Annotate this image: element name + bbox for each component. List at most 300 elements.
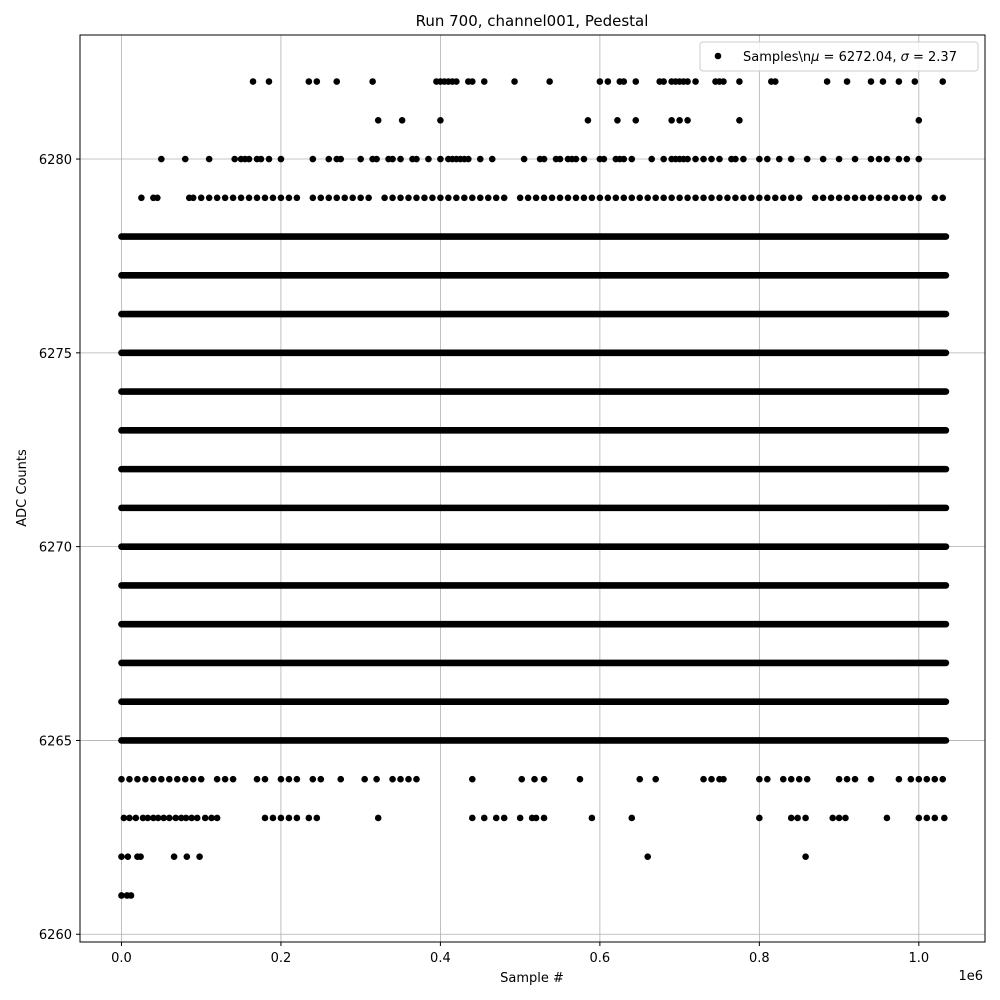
sample-point bbox=[310, 194, 317, 201]
sample-point bbox=[597, 194, 604, 201]
sample-point bbox=[511, 78, 518, 85]
sample-point bbox=[804, 776, 811, 783]
sample-point bbox=[931, 815, 938, 822]
sample-point bbox=[118, 776, 125, 783]
sample-point bbox=[708, 194, 715, 201]
sample-point bbox=[788, 194, 795, 201]
sample-point bbox=[660, 156, 667, 163]
sample-point bbox=[126, 815, 133, 822]
sample-point bbox=[644, 194, 651, 201]
sample-point bbox=[231, 156, 238, 163]
sample-point bbox=[445, 194, 452, 201]
sample-point bbox=[896, 78, 903, 85]
sample-point bbox=[521, 156, 528, 163]
sample-point bbox=[632, 78, 639, 85]
sample-point bbox=[357, 194, 364, 201]
sample-point bbox=[278, 815, 285, 822]
sample-point bbox=[481, 815, 488, 822]
sample-point bbox=[644, 853, 651, 860]
sample-point bbox=[860, 194, 867, 201]
sample-point bbox=[246, 156, 253, 163]
sample-point bbox=[931, 776, 938, 783]
sample-point bbox=[868, 194, 875, 201]
sample-point bbox=[413, 156, 420, 163]
sample-point bbox=[684, 117, 691, 124]
sample-point bbox=[397, 194, 404, 201]
sample-point bbox=[772, 194, 779, 201]
sample-point bbox=[230, 776, 237, 783]
sample-point bbox=[214, 776, 221, 783]
sample-point bbox=[620, 78, 627, 85]
sample-point bbox=[214, 815, 221, 822]
x-tick-label: 0.6 bbox=[589, 951, 611, 966]
sample-point bbox=[389, 156, 396, 163]
sample-point bbox=[724, 194, 731, 201]
sample-point bbox=[541, 194, 548, 201]
sample-point bbox=[585, 117, 592, 124]
sample-point bbox=[780, 194, 787, 201]
sample-point bbox=[614, 117, 621, 124]
sample-point bbox=[941, 815, 948, 822]
sample-point bbox=[477, 194, 484, 201]
sample-point bbox=[541, 815, 548, 822]
sample-point bbox=[939, 78, 946, 85]
sample-point bbox=[222, 194, 229, 201]
sample-point bbox=[150, 776, 157, 783]
sample-point bbox=[660, 78, 667, 85]
sample-point bbox=[756, 194, 763, 201]
sample-point bbox=[692, 156, 699, 163]
sample-point bbox=[668, 194, 675, 201]
sample-point bbox=[397, 776, 404, 783]
sample-point bbox=[325, 194, 332, 201]
sample-point bbox=[437, 117, 444, 124]
sample-point bbox=[337, 156, 344, 163]
sample-point bbox=[836, 194, 843, 201]
sample-point bbox=[310, 776, 317, 783]
sample-point bbox=[525, 194, 532, 201]
sample-point bbox=[399, 117, 406, 124]
sample-point bbox=[923, 776, 930, 783]
sample-point bbox=[756, 815, 763, 822]
sample-point bbox=[912, 78, 919, 85]
sample-point bbox=[138, 194, 145, 201]
sample-point bbox=[254, 194, 261, 201]
sample-point bbox=[489, 156, 496, 163]
sample-point bbox=[166, 776, 173, 783]
sample-point bbox=[501, 815, 508, 822]
sample-point bbox=[900, 194, 907, 201]
sample-point bbox=[541, 156, 548, 163]
sample-point bbox=[254, 776, 261, 783]
sample-point bbox=[294, 194, 301, 201]
sample-point bbox=[405, 776, 412, 783]
sample-point bbox=[306, 815, 313, 822]
sample-point bbox=[278, 776, 285, 783]
sample-point bbox=[852, 776, 859, 783]
sample-point bbox=[278, 156, 285, 163]
sample-point bbox=[628, 815, 635, 822]
sample-point bbox=[142, 776, 149, 783]
sample-point bbox=[182, 156, 189, 163]
sample-point bbox=[469, 78, 476, 85]
legend-mu-symbol: μ bbox=[811, 50, 820, 65]
sample-point bbox=[333, 78, 340, 85]
sample-point bbox=[908, 776, 915, 783]
sample-point bbox=[802, 815, 809, 822]
y-tick-label: 6280 bbox=[38, 153, 72, 169]
x-tick-label: 0.2 bbox=[270, 951, 292, 966]
sample-point bbox=[652, 776, 659, 783]
sample-point bbox=[128, 892, 135, 899]
sample-point bbox=[605, 194, 612, 201]
sample-point bbox=[577, 776, 584, 783]
sample-point bbox=[692, 78, 699, 85]
sample-point bbox=[904, 156, 911, 163]
sample-point bbox=[375, 117, 382, 124]
sample-point bbox=[286, 815, 293, 822]
sample-point bbox=[676, 117, 683, 124]
x-tick-label: 0.0 bbox=[111, 951, 132, 966]
sample-point bbox=[844, 776, 851, 783]
sample-point bbox=[453, 78, 460, 85]
sample-point bbox=[134, 776, 141, 783]
sample-point bbox=[166, 815, 173, 822]
sample-point bbox=[154, 194, 161, 201]
sample-point bbox=[365, 194, 372, 201]
sample-point bbox=[796, 776, 803, 783]
sample-point bbox=[868, 78, 875, 85]
sample-point bbox=[437, 156, 444, 163]
sample-point bbox=[425, 156, 432, 163]
sample-point bbox=[844, 78, 851, 85]
legend-label-prefix: Samples\n bbox=[743, 50, 812, 65]
sample-point bbox=[202, 815, 209, 822]
y-tick-label: 6265 bbox=[38, 734, 72, 750]
sample-point bbox=[684, 78, 691, 85]
sample-point bbox=[286, 194, 293, 201]
sample-point bbox=[939, 194, 946, 201]
sample-point bbox=[314, 815, 321, 822]
sample-point bbox=[310, 156, 317, 163]
sample-point bbox=[812, 194, 819, 201]
sample-point bbox=[206, 156, 213, 163]
sample-point bbox=[720, 776, 727, 783]
sample-point bbox=[788, 815, 795, 822]
sample-point bbox=[541, 776, 548, 783]
sample-point bbox=[214, 194, 221, 201]
y-axis-label: ADC Counts bbox=[15, 449, 30, 527]
sample-point bbox=[270, 815, 277, 822]
sample-point bbox=[844, 194, 851, 201]
sample-point bbox=[589, 194, 596, 201]
legend-mu-value: = 6272.04, bbox=[819, 50, 901, 65]
sample-point bbox=[325, 156, 332, 163]
sample-point bbox=[137, 853, 144, 860]
sample-point bbox=[565, 194, 572, 201]
sample-point bbox=[493, 815, 500, 822]
sample-point bbox=[517, 194, 524, 201]
sample-point bbox=[174, 776, 181, 783]
sample-point bbox=[836, 776, 843, 783]
sample-point bbox=[764, 156, 771, 163]
x-tick-label: 1.0 bbox=[908, 951, 930, 966]
sample-point bbox=[820, 156, 827, 163]
sample-point bbox=[405, 194, 412, 201]
sample-point bbox=[389, 194, 396, 201]
sample-point bbox=[868, 156, 875, 163]
sample-point bbox=[118, 853, 125, 860]
sample-point bbox=[748, 194, 755, 201]
y-tick-label: 6260 bbox=[38, 928, 72, 944]
sample-point bbox=[884, 815, 891, 822]
sample-point bbox=[892, 194, 899, 201]
sample-point bbox=[676, 194, 683, 201]
sample-point bbox=[700, 156, 707, 163]
sample-point bbox=[756, 156, 763, 163]
sample-point bbox=[250, 78, 257, 85]
sample-point bbox=[740, 194, 747, 201]
legend-marker bbox=[715, 53, 722, 60]
sample-point bbox=[573, 194, 580, 201]
sample-point bbox=[481, 78, 488, 85]
y-tick-label: 6270 bbox=[38, 540, 72, 556]
sample-point bbox=[908, 194, 915, 201]
sample-point bbox=[692, 194, 699, 201]
sample-point bbox=[573, 156, 580, 163]
sample-point bbox=[684, 194, 691, 201]
sample-point bbox=[557, 156, 564, 163]
sample-point bbox=[916, 815, 923, 822]
sample-point bbox=[597, 78, 604, 85]
legend-sigma-symbol: σ bbox=[900, 50, 909, 65]
sample-point bbox=[333, 194, 340, 201]
sample-point bbox=[802, 853, 809, 860]
sample-point bbox=[158, 156, 165, 163]
sample-point bbox=[373, 156, 380, 163]
sample-point bbox=[337, 776, 344, 783]
sample-point bbox=[546, 78, 553, 85]
sample-point bbox=[668, 117, 675, 124]
sample-point bbox=[182, 776, 189, 783]
sample-point bbox=[294, 815, 301, 822]
sample-point bbox=[190, 194, 197, 201]
sample-point bbox=[700, 194, 707, 201]
sample-point bbox=[421, 194, 428, 201]
chart-title: Run 700, channel001, Pedestal bbox=[415, 12, 649, 30]
sample-point bbox=[868, 776, 875, 783]
sample-point bbox=[461, 194, 468, 201]
sample-point bbox=[158, 776, 165, 783]
sample-point bbox=[916, 194, 923, 201]
sample-point bbox=[740, 156, 747, 163]
sample-point bbox=[198, 194, 205, 201]
sample-point bbox=[469, 815, 476, 822]
sample-point bbox=[557, 194, 564, 201]
sample-point bbox=[125, 853, 132, 860]
sample-point bbox=[493, 194, 500, 201]
sample-point bbox=[829, 815, 836, 822]
sample-point bbox=[314, 78, 321, 85]
sample-point bbox=[369, 78, 376, 85]
sample-point bbox=[876, 194, 883, 201]
sample-point bbox=[469, 194, 476, 201]
sample-point bbox=[469, 776, 476, 783]
sample-point bbox=[294, 776, 301, 783]
sample-point bbox=[736, 78, 743, 85]
sample-point bbox=[246, 194, 253, 201]
sample-point bbox=[318, 194, 325, 201]
sample-point bbox=[589, 815, 596, 822]
sample-point bbox=[266, 78, 273, 85]
sample-point bbox=[796, 194, 803, 201]
sample-point bbox=[533, 194, 540, 201]
sample-point bbox=[780, 776, 787, 783]
sample-point bbox=[194, 815, 201, 822]
sample-point bbox=[939, 776, 946, 783]
sample-point bbox=[437, 194, 444, 201]
sample-point bbox=[413, 776, 420, 783]
x-tick-label: 0.4 bbox=[430, 951, 451, 966]
sample-point bbox=[318, 776, 325, 783]
sample-point bbox=[518, 776, 525, 783]
legend-sigma-value: = 2.37 bbox=[908, 50, 957, 65]
sample-point bbox=[206, 194, 213, 201]
sample-point bbox=[531, 776, 538, 783]
sample-point bbox=[788, 776, 795, 783]
sample-point bbox=[361, 776, 368, 783]
sample-point bbox=[884, 194, 891, 201]
sample-point bbox=[381, 194, 388, 201]
sample-point bbox=[804, 156, 811, 163]
sample-point bbox=[517, 815, 524, 822]
sample-point bbox=[736, 117, 743, 124]
sample-point bbox=[126, 776, 133, 783]
sample-point bbox=[501, 194, 508, 201]
sample-point bbox=[916, 776, 923, 783]
y-tick-label: 6275 bbox=[38, 346, 72, 362]
sample-point bbox=[628, 156, 635, 163]
sample-point bbox=[732, 156, 739, 163]
sample-point bbox=[341, 194, 348, 201]
sample-point bbox=[776, 156, 783, 163]
sample-point bbox=[716, 156, 723, 163]
sample-point bbox=[772, 78, 779, 85]
sample-point bbox=[896, 156, 903, 163]
sample-point bbox=[636, 194, 643, 201]
sample-point bbox=[708, 156, 715, 163]
sample-point bbox=[720, 78, 727, 85]
sample-point bbox=[884, 156, 891, 163]
sample-point bbox=[184, 853, 191, 860]
sample-point bbox=[824, 78, 831, 85]
sample-point bbox=[852, 194, 859, 201]
sample-point bbox=[397, 156, 404, 163]
sample-point bbox=[708, 776, 715, 783]
sample-point bbox=[764, 776, 771, 783]
sample-point bbox=[916, 117, 923, 124]
sample-point bbox=[198, 776, 205, 783]
sample-point bbox=[222, 776, 229, 783]
sample-point bbox=[349, 194, 356, 201]
sample-point bbox=[636, 776, 643, 783]
sample-point bbox=[788, 156, 795, 163]
x-axis-label: Sample # bbox=[500, 971, 564, 986]
sample-point bbox=[485, 194, 492, 201]
sample-point bbox=[842, 815, 849, 822]
sample-point bbox=[620, 156, 627, 163]
sample-point bbox=[700, 776, 707, 783]
sample-point bbox=[238, 194, 245, 201]
sample-point bbox=[373, 776, 380, 783]
sample-point bbox=[732, 194, 739, 201]
sample-point bbox=[375, 815, 382, 822]
sample-point bbox=[836, 156, 843, 163]
sample-point bbox=[262, 194, 269, 201]
sample-point bbox=[820, 194, 827, 201]
sample-point bbox=[258, 156, 265, 163]
sample-point bbox=[549, 194, 556, 201]
sample-point bbox=[465, 156, 472, 163]
sample-point bbox=[620, 194, 627, 201]
sample-point bbox=[794, 815, 801, 822]
sample-point bbox=[652, 194, 659, 201]
sample-point bbox=[756, 776, 763, 783]
sample-point bbox=[605, 78, 612, 85]
sample-point bbox=[880, 78, 887, 85]
x-axis-offset-label: 1e6 bbox=[958, 969, 983, 984]
sample-point bbox=[413, 194, 420, 201]
sample-point bbox=[306, 78, 313, 85]
sample-point bbox=[262, 815, 269, 822]
sample-point bbox=[453, 194, 460, 201]
sample-point bbox=[270, 194, 277, 201]
sample-point bbox=[429, 194, 436, 201]
sample-point bbox=[764, 194, 771, 201]
sample-point bbox=[632, 117, 639, 124]
sample-point bbox=[196, 853, 203, 860]
sample-point bbox=[581, 156, 588, 163]
sample-point bbox=[266, 156, 273, 163]
legend bbox=[700, 42, 978, 71]
legend-label bbox=[743, 50, 957, 65]
sample-point bbox=[477, 156, 484, 163]
sample-point bbox=[628, 194, 635, 201]
sample-point bbox=[916, 156, 923, 163]
x-tick-label: 0.8 bbox=[749, 951, 770, 966]
sample-point bbox=[533, 815, 540, 822]
sample-point bbox=[171, 853, 178, 860]
sample-point bbox=[684, 156, 691, 163]
sample-point bbox=[357, 156, 364, 163]
sample-point bbox=[389, 776, 396, 783]
sample-point bbox=[230, 194, 237, 201]
sample-point bbox=[581, 194, 588, 201]
sample-point bbox=[613, 194, 620, 201]
sample-point bbox=[601, 156, 608, 163]
sample-point bbox=[262, 776, 269, 783]
sample-point bbox=[876, 156, 883, 163]
sample-point bbox=[931, 194, 938, 201]
sample-point bbox=[286, 776, 293, 783]
sample-point bbox=[648, 156, 655, 163]
sample-point bbox=[923, 815, 930, 822]
sample-point bbox=[828, 194, 835, 201]
sample-point bbox=[836, 815, 843, 822]
sample-point bbox=[716, 194, 723, 201]
sample-point bbox=[190, 776, 197, 783]
sample-point bbox=[278, 194, 285, 201]
